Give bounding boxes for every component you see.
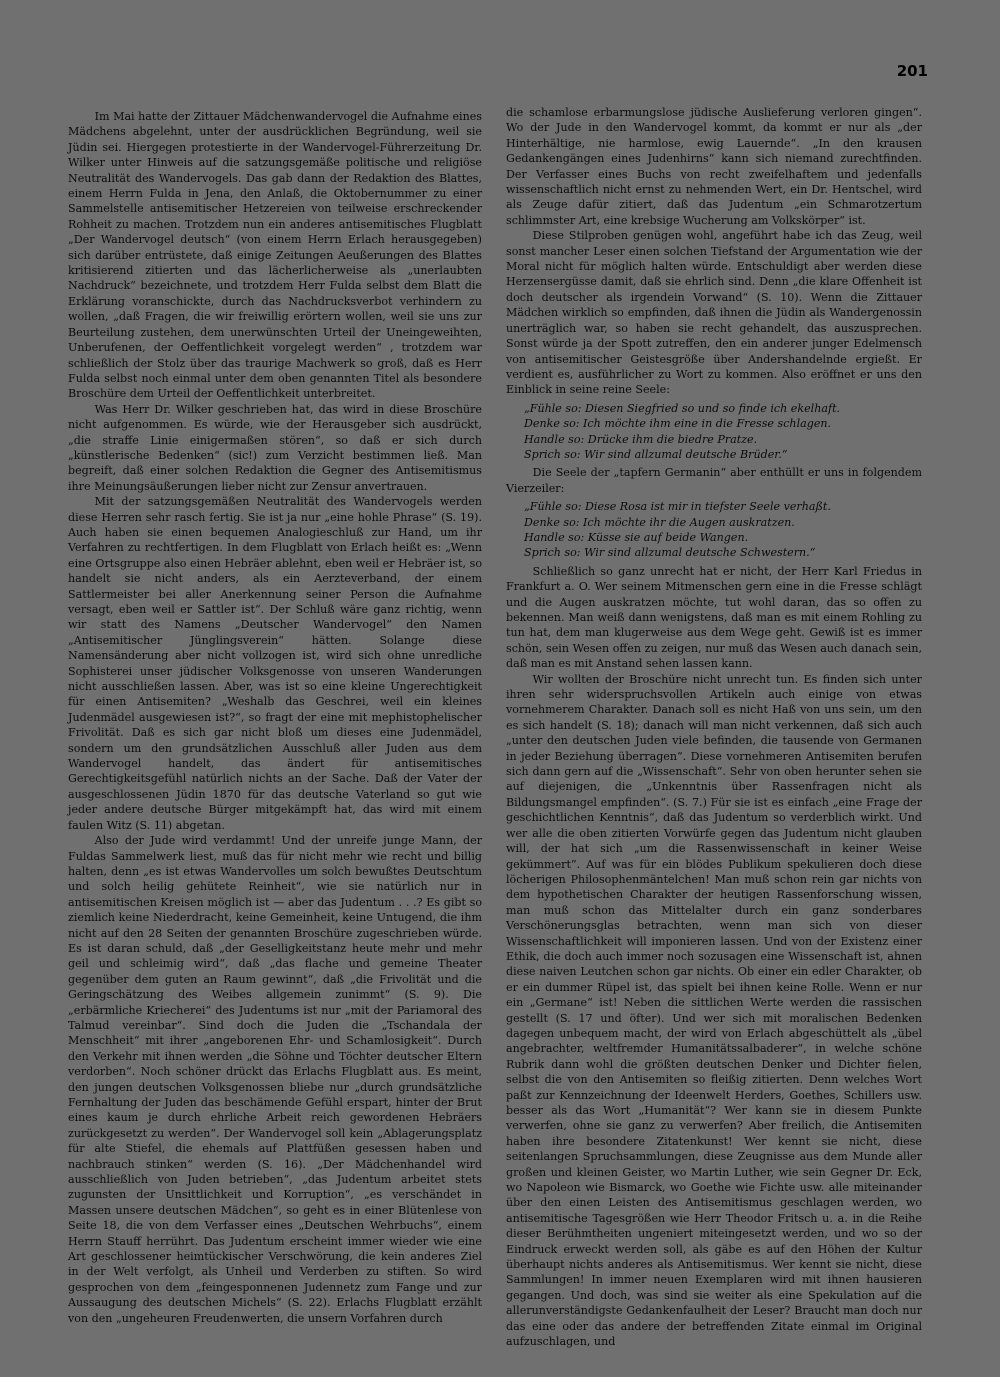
verse-line: Denke so: Ich möchte ihm eine in die Fresse schlagen. [524, 417, 832, 431]
paragraph: Mit der satzungsgemäßen Neutralität des Wandervogels werden diese Herren sehr rasch fertig. Sie ist ja nur „eine hohle Phrase“ (S. 19). Auch haben sie einen bequemen Analogieschluß zur Hand, um ihr Verfahren zu rechtfertigen. In dem Flugblatt von Erlach heißt es: „Wenn eine Ortsgruppe also einen Hebräer ablehnt, eben weil er Hebräer ist, so handelt sie nicht anders, als ein Aerzteverband, der einem Sattlermeister bei aller Anerkennung seiner Person die Aufnahme versagt, eben weil er Sattler ist“. Der Schluß wäre ganz richtig, wenn wir statt des Namens „Deutscher Wandervogel“ den Namen „Antisemitischer Jünglingsverein“ hätten. Solange diese Namensänderung aber nicht vollzogen ist, wird sich ohne unredliche Sophisterei unser jüdischer Volksgenosse von unseren Wanderungen nicht ausschließen lassen. Aber, was ist so eine kleine Ungerechtigkeit für einen Antisemiten? „Weshalb das Geschrei, weil ein kleines Judenmädel ausgewiesen ist?“, so fragt der eine mit mephistophelischer Frivolität. Daß es sich gar nicht bloß um dieses eine Judenmädel, sondern um den grundsätzlichen Ausschluß aller Juden aus dem Wandervogel handelt, das ändert für antisemitisches Gerechtigkeitsgefühl natürlich nichts an der Sache. Daß der Vater der ausgeschlossenen Jüdin 1870 für das deutsche Vaterland so gut wie jeder andere deutsche Bürger mitgekämpft hat, das wird mit einem faulen Witz (S. 11) abgetan. [68, 495, 482, 832]
paragraph: Im Mai hatte der Zittauer Mädchenwandervogel die Aufnahme eines Mädchens abgelehnt, unter der ausdrücklichen Begründung, weil sie Jüdin sei. Hiergegen protestierte in der Wandervogel-Führerzeitung Dr. Wilker unter Hinweis auf die satzungsgemäße politische und religiöse Neutralität des Wandervogels. Das gab dann der Redaktion des Blattes, einem Herrn Fulda in Jena, den Anlaß, die Oktobernummer zu einer Sammelstelle antisemitischer Hetzereien von teilweise erschreckender Rohheit zu machen. Trotzdem nun ein anderes antisemitisches Flugblatt „Der Wandervogel deutsch“ (von einem Herrn Erlach herausgegeben) sich darüber entrüstete, daß einige Zeitungen Aeußerungen des Blattes kritisierend zitierten und das lächerlicherweise als „unerlaubten Nachdruck“ bezeichnete, und trotzdem Herr Fulda selbst dem Blatt die Erklärung voranschickte, durch das Nachdrucksverbot verhindern zu wollen, „daß Fragen, die wir freiwillig erörtern wollen, weil sie uns zur Beurteilung zustehen, dem unerwünschten Urteil der Uneingeweihten, Unberufenen, der Oeffentlichkeit vorgelegt werden“ , trotzdem war schließlich der Stolz über das traurige Machwerk so groß, daß es Herr Fulda selbst noch einmal unter dem oben genannten Titel als besondere Broschüre dem Urteil der Oeffentlichkeit unterbreitet. [68, 110, 482, 401]
verse-line: Sprich so: Wir sind allzumal deutsche Schwestern.“ [524, 546, 816, 560]
paragraph: Was Herr Dr. Wilker geschrieben hat, das wird in diese Broschüre nicht aufgenommen. Es würde, wie der Herausgeber sich ausdrückt, „die straffe Linie einigermaßen stören“, so daß er sich durch „künstlerische Bedenken“ (sic!) zum Verzicht bestimmen ließ. Man begreift, daß einer solchen Redaktion die Gegner des Antisemitismus ihre Meinungsäußerungen lieber nicht zur Zensur anvertrauen. [68, 402, 482, 493]
paragraph: Diese Stilproben genügen wohl, angeführt habe ich das Zeug, weil sonst mancher Leser einen solchen Tiefstand der Argumentation wie der Moral nicht für möglich halten würde. Entschuldigt aber werden diese Herzensergüsse damit, daß sie ehrlich sind. Denn „die klare Offenheit ist doch deutscher als irgendein Vorwand“ (S. 10). Wenn die Zittauer Mädchen wirklich so empfinden, daß ihnen die Jüdin als Wandergenossin unerträglich war, so haben sie recht gehandelt, das auszusprechen. Sonst würde ja der Spott zutreffen, den ein anderer junger Edelmensch von antisemitischer Geistesgröße über Andershandelnde ergießt. Er verdient es, ausführlicher zu Wort zu kommen. Also eröffnet er uns den Einblick in seine reine Seele: [506, 229, 922, 397]
paragraph: Die Seele der „tapfern Germanin“ aber enthüllt er uns in folgendem Vierzeiler: [506, 466, 922, 495]
verse-line: Denke so: Ich möchte ihr die Augen auskratzen. [524, 515, 795, 529]
paragraph: Schließlich so ganz unrecht hat er nicht, der Herr Karl Friedus in Frankfurt a. O. Wer seinem Mitmenschen gern eine in die Fresse schlägt und die Augen auskratzen möchte, tut wohl daran, das so offen zu bekennen. Man weiß dann wenigstens, daß man es mit einem Rohling zu tun hat, dem man klugerweise aus dem Wege geht. Gewiß ist es immer schön, sein Wesen offen zu zeigen, nur muß das Wesen auch danach sein, daß man es mit Anstand sehen lassen kann. [506, 564, 922, 671]
page-number: 201 [896, 62, 928, 80]
verse-line: „Fühle so: Diese Rosa ist mir in tiefster Seele verhaßt. [524, 500, 831, 514]
right-column [506, 105, 922, 1350]
verse-line: „Fühle so: Diesen Siegfried so und so finde ich ekelhaft. [524, 401, 841, 415]
verse-line: Handle so: Drücke ihm die biedre Pratze. [524, 432, 758, 446]
paragraph-continued: die schamlose erbarmungslose jüdische Auslieferung verloren gingen“. Wo der Jude in den Wandervogel kommt, da kommt er nur als „der Hinterhältige, nie harmlose, ewig Lauernde“. „In den krausen Gedankengängen eines Judenhirns“ kann sich niemand zurechtfinden. Der Verfasser eines Buchs von recht zweifelhaftem und jedenfalls wissenschaftlich nicht ernst zu nehmenden Wert, ein Dr. Hentschel, wird als Zeuge dafür zitiert, daß das Judentum „ein Schmarotzertum schlimmster Art, eine krebsige Wucherung am Volkskörper“ ist. [506, 106, 922, 227]
left-column [68, 109, 482, 1326]
paragraph: Wir wollten der Broschüre nicht unrecht tun. Es finden sich unter ihren sehr widerspruchsvollen Artikeln auch einige von etwas vornehmerem Charakter. Danach soll es nicht Haß von uns sein, um den es sich handelt (S. 18); danach will man nicht verkennen, daß sich auch „unter den deutschen Juden viele befinden, die tausende von Germanen in jeder Beziehung überragen“. Diese vornehmeren Antisemiten berufen sich dann gern auf die „Wissenschaft“. Sehr von oben herunter sehen sie auf diejenigen, die „Unkenntnis über Rassenfragen nicht als Bildungsmangel empfinden“. (S. 7.) Für sie ist es einfach „eine Frage der geschichtlichen Kenntnis“, daß das Judentum so verderblich wirkt. Und wer alle die oben zitierten Vorwürfe gegen das Judentum nicht glauben will, der hat sich „um die Rassenwissenschaft in keiner Weise gekümmert“. Auf was für ein blödes Publikum spekulieren doch diese löcherigen Philosophenmäntelchen! Man muß schon rein gar nichts von dem hypothetischen Charakter der heutigen Rassenforschung wissen, man muß schon das Mittelalter durch ein ganz sonderbares Verschönerungsglas betrachten, wenn man sich von dieser Wissenschaftlichkeit will imponieren lassen. Und von der Existenz einer Ethik, die doch auch immer noch sozusagen eine Wissenschaft ist, ahnen diese naiven Leutchen schon gar nichts. Ob einer ein edler Charakter, ob er ein dummer Rüpel ist, das spielt bei ihnen keine Rolle. Wenn er nur ein „Germane“ ist! Neben die sittlichen Werte werden die rassischen gestellt (S. 17 und öfter). Und wer sich mit moralischen Bedenken dagegen unbequem macht, der wird von Erlach abgeschüttelt als „übel angebrachter, weltfremder Humanitätssalbaderer“, in welche schöne Rubrik dann wohl die größten deutschen Denker und Dichter fielen, selbst die von den Antisemiten so fleißig zitierten. Denn welches Wort paßt zur Kennzeichnung der Ideenwelt Herders, Goethes, Schillers usw. besser als das Wort „Humanität“? Wer kann sie in diesem Punkte verwerfen, ohne sie ganz zu verwerfen? Aber freilich, die Antisemiten haben ihre besondere Zitatenkunst! Wer kennt sie nicht, diese seitenlangen Spruchsammlungen, diese Zeugnisse aus dem Munde aller großen und kleinen Geister, wo Martin Luther, wie sein Gegner Dr. Eck, wo Napoleon wie Bismarck, wo Goethe wie Fichte usw. alle miteinander über den einen Leisten des Antisemitismus geschlagen werden, wo antisemitische Tagesgrößen wie Herr Theodor Fritsch u. a. in die Reihe dieser Berühmtheiten ungeniert miteingesetzt werden, und wo so der Eindruck erweckt werden soll, als gäbe es auf den Höhen der Kultur überhaupt nichts anderes als Antisemitismus. Wer kennt sie nicht, diese Sammlungen! In immer neuen Exemplaren wird mit ihnen hausieren gegangen. Und doch, was sind sie weiter als eine Spekulation auf die allerunverständigste Gedankenfaulheit der Leser? Braucht man doch nur das eine oder das andere der betreffenden Zitate einmal im Original aufzuschlagen, und [506, 672, 922, 1349]
verse-line: Sprich so: Wir sind allzumal deutsche Brüder.“ [524, 447, 788, 461]
verse-line: Handle so: Küsse sie auf beide Wangen. [524, 530, 749, 544]
quoted-verse-1 [524, 401, 922, 463]
paragraph: Also der Jude wird verdammt! Und der unreife junge Mann, der Fuldas Sammelwerk liest, muß das für nicht mehr wie recht und billig halten, denn „es ist etwas Wandervolles um solch bewußtes Deutschtum und solch heilig gehütete Reinheit“, wie sie natürlich nur in antisemitischen Kreisen möglich ist — aber das Judentum . . .? Es gibt so ziemlich keine Niederdracht, keine Gemeinheit, keine Untugend, die ihm nicht auf den 28 Seiten der genannten Broschüre zugeschrieben würde. Es ist daran schuld, daß „der Geselligkeitstanz heute mehr und mehr geil und schleimig wird“, daß „das flache und gemeine Theater gegenüber dem guten an Raum gewinnt“, daß „die Frivolität und die Geringschätzung des Weibes allgemein zunimmt“ (S. 9). Die „erbärmliche Kriecherei“ des Judentums ist nur „mit der Pariamoral des Talmud vereinbar“. Sind doch die Juden die „Tschandala der Menschheit“ mit ihrer „angeborenen Ehr- und Schamlosigkeit“. Durch den Verkehr mit ihnen werden „die Söhne und Töchter deutscher Eltern verdorben“. Noch schöner drückt das Erlachs Flugblatt aus. Es meint, den jungen deutschen Volksgenossen bliebe nur „durch grundsätzliche Fernhaltung der Juden das beschämende Gefühl erspart, hinter der Brut eines kaum je durch ehrliche Arbeit reich gewordenen Hebräers zurückgesetzt zu werden“. Der Wandervogel soll kein „Ablagerungsplatz für alte Stiefel, die ehemals auf Plattfüßen gesessen haben und nachbrauch stinken“ werden (S. 16). „Der Mädchenhandel wird ausschließlich von Juden betrieben“, „das Judentum arbeitet stets zugunsten der Unsittlichkeit und Korruption“, „es verschändet in Massen unsere deutschen Mädchen“, so geht es in einer Blütenlese von Seite 18, die von dem Verfasser eines „Deutschen Wehrbuchs“, einem Herrn Stauff herrührt. Das Judentum erscheint immer wieder wie eine Art geschlossener heimtückischer Verschwörung, die kein anderes Ziel in der Welt verfolgt, als Unheil und Verderben zu stiften. So wird gesprochen von dem „feingesponnenen Judennetz zum Fange und zur Aussaugung des deutschen Michels“ (S. 22). Erlachs Flugblatt erzählt von den „ungeheuren Freudenwerten, die unsern Vorfahren durch [68, 834, 482, 1325]
quoted-verse-2 [524, 499, 922, 561]
